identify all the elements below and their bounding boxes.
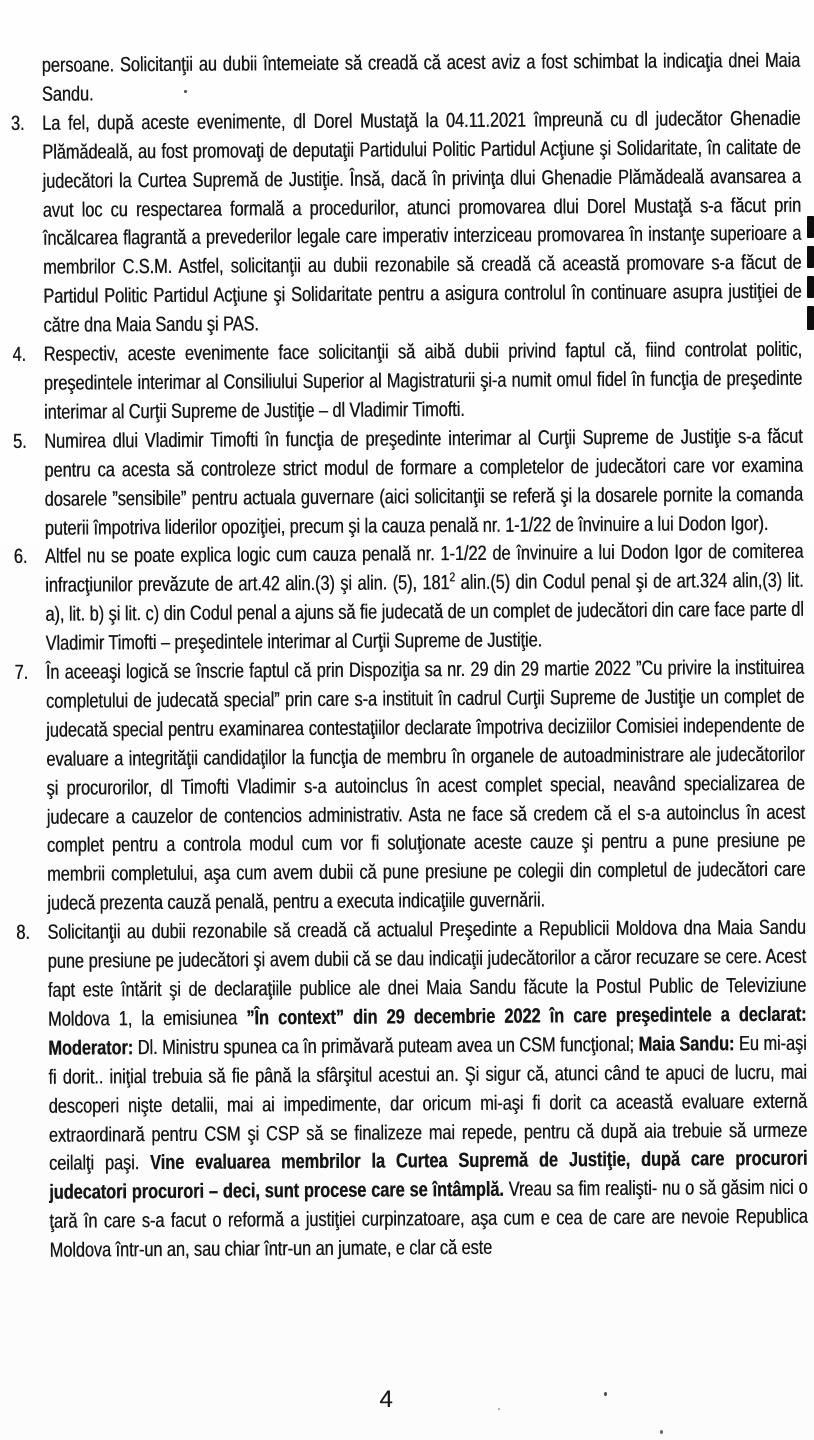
list-item (10, 423, 803, 544)
text-segment: Respectiv, aceste evenimente face solicitanţii să aibă dubii privind faptul că, fiind controlat politic, preşedintele interimar al Consiliului Superior al Magistraturii şi-a numit omul fidel în funcţia de preşedinte interimar al Curţii Supreme de Justiţie – dl Vladimir Timofti. (43, 337, 803, 424)
item-text (44, 423, 803, 544)
item-number: 5. (12, 429, 27, 453)
superscript-text: 2 (449, 569, 456, 585)
text-segment: Dl. Ministru spunea ca în primăvară puteam avea un CSM funcţional; (137, 1032, 639, 1059)
document-text-block (8, 47, 808, 1266)
item-text (47, 914, 808, 1266)
item-number: 4. (12, 342, 27, 367)
bold-text-segment: Vine evaluarea membrilor la Curtea Supremă de Justiţie, după care procurori judecatori procurori – deci, sunt procese care se întâmplă. (49, 1147, 808, 1205)
list-item (8, 105, 802, 341)
text-segment: Numirea dlui Vladimir Timofti în funcţia de preşedinte interimar al Curţii Supreme de Justiţie s-a făcut pentru ca acesta să controleze strict modul de formare a completelor de judecători care vor examina dosarele ”sensibile” pentru actuala guvernare (aici solicitanţii se referă şi la dosarele pornite la comanda puterii împotriva liderilor opoziţiei, precum şi la cauza penală nr. 1-1/22 de învinuire a lui Dodon Igor). (44, 424, 804, 540)
item-text (46, 654, 806, 919)
list-item (12, 654, 806, 919)
text-segment: Altfel nu se poate explica logic cum cauza penală nr. 1-1/22 de învinuire a lui Dodon Igor de comiterea infracţiunilor prevăzute de art.42 alin.(3) şi alin. (5), 181 (44, 540, 804, 598)
text-segment: alin.(5) din Codul penal şi de art.324 alin,(3) lit. a), lit. b) şi lit. c) din Codul penal a ajuns să fie judecată de un complet de judecători din care face parte dl Vladimir Timofti – preşedintele interimar al Curţii Supreme de Justiţie. (45, 569, 804, 655)
list-item (14, 914, 808, 1266)
list-item (11, 538, 804, 659)
page-number: 4 (379, 1386, 393, 1413)
item-text (44, 336, 803, 428)
bold-text-segment: ”În context” din 29 decembrie 2022 în care preşedintele a declarat: Moderator: (48, 1002, 807, 1060)
text-segment: La fel, după aceste evenimente, dl Dorel Mustaţă la 04.11.2021 împreună cu dl judecător Ghenadie Plămădeală, au fost promovaţi de deputaţii Partidului Politic Partidul Acţiune şi Solidaritate, în calitate de judecători la Curtea Supremă de Justiţie. Însă, dacă în privinţa dlui Ghenadie Plămădeală avansarea a avut loc cu respectarea formală a procedurilor, atunci promovarea dlui Dorel Mustaţă s-a făcut prin încălcarea flagrantă a prevederilor legale care imperativ interziceau promovarea în instanţe superioare a membrilor C.S.M. Astfel, solicitanţii au dubii rezonabile să creadă că această promovare s-a făcut de Partidul Politic Partidul Acţiune şi Solidaritate pentru a asigura controlul în continuare asupra justiţiei de către dna Maia Sandu şi PAS. (41, 106, 802, 337)
scan-artifact (807, 276, 814, 298)
text-segment: În aceeaşi logică se înscrie faptul că prin Dispoziţia sa nr. 29 din 29 martie 2022 ”Cu privire la instituirea completului de judecată special” prin care s-a instituit în cadrul Curţii Supreme de Justiţie un complet de judecată special pentru examinarea contestaţiilor declarate împotriva deciziilor Comisiei independente de evaluare a integrităţii candidaţilor la funcţia de membru în organele de autoadministrare ale judecătorilor şi procurorilor, dl Timofti Vladimir s-a autoinclus în acest complet special, neavând specializarea de judecare a cauzelor de contencios administrativ. Asta ne face să credem că el s-a autoinclus în acest complet pentru a controla modul cum vor fi soluţionate aceste cauze şi pentru a pune presiune pe membrii completului, aşa cum avem dubii că pune presiune pe colegii din completul de judecători care judecă prezenta cauză penală, pentru a executa indicaţiile guvernării. (45, 655, 806, 916)
item-number: 3. (10, 111, 25, 135)
item-text (45, 538, 804, 659)
text-segment: Solicitanţii au dubii rezonabile să creadă că actualul Preşedinte a Republicii Moldova dna Maia Sandu pune presiune pe judecători şi avem dubii că se dau indicaţii judecătorilor a căror recuzare se cere. Acest fapt este întărit şi de declaraţiile publice ale dnei Maia Sandu făcute la Postul Public de Televiziune Moldova 1, la emisiunea (47, 915, 807, 1031)
item-text (42, 105, 802, 341)
item-number: 7. (14, 660, 29, 685)
scan-artifact (807, 216, 814, 238)
scan-artifact (660, 1430, 663, 1434)
scan-artifact (604, 1392, 607, 1396)
text-segment: Eu mi-aşi fi dorit.. iniţial trebuia să fie până la sfârşitul acestui an. Şi sigur că, atunci când te apuci de lucru, mai descoperi nişte detalii, mai ai impedimente, dar oricum mi-aşi fi dorit ca această evaluare externă extraordinară pentru CSM şi CSP să se finalizeze mai repede, pentru că după aia trebuie să urmeze ceilalţi paşi. (48, 1031, 808, 1176)
list-item (10, 336, 803, 428)
scan-artifact (498, 1408, 500, 1410)
paragraph-continuation: persoane. Solicitanţii au dubii întemeiate să creadă că acest aviz a fost schimbat la indicaţia dnei Maia Sandu. (41, 48, 801, 106)
item-number: 6. (13, 545, 28, 569)
item-number: 8. (16, 921, 30, 945)
items (8, 105, 808, 1266)
text-segment: Vreau sa fim realişti- nu o să găsim nici o ţară în care s-a facut o reformă a justiţiei curpinzatoare, aşa cum e cea de care are nevoie Republica Moldova într-un an, sau chiar într-un an jumate, e clar că este (49, 1176, 808, 1262)
scan-artifact (807, 306, 814, 330)
scan-artifact (807, 246, 814, 268)
scan-artifact (184, 90, 187, 93)
bold-text-segment: Maia Sandu: (638, 1031, 739, 1056)
